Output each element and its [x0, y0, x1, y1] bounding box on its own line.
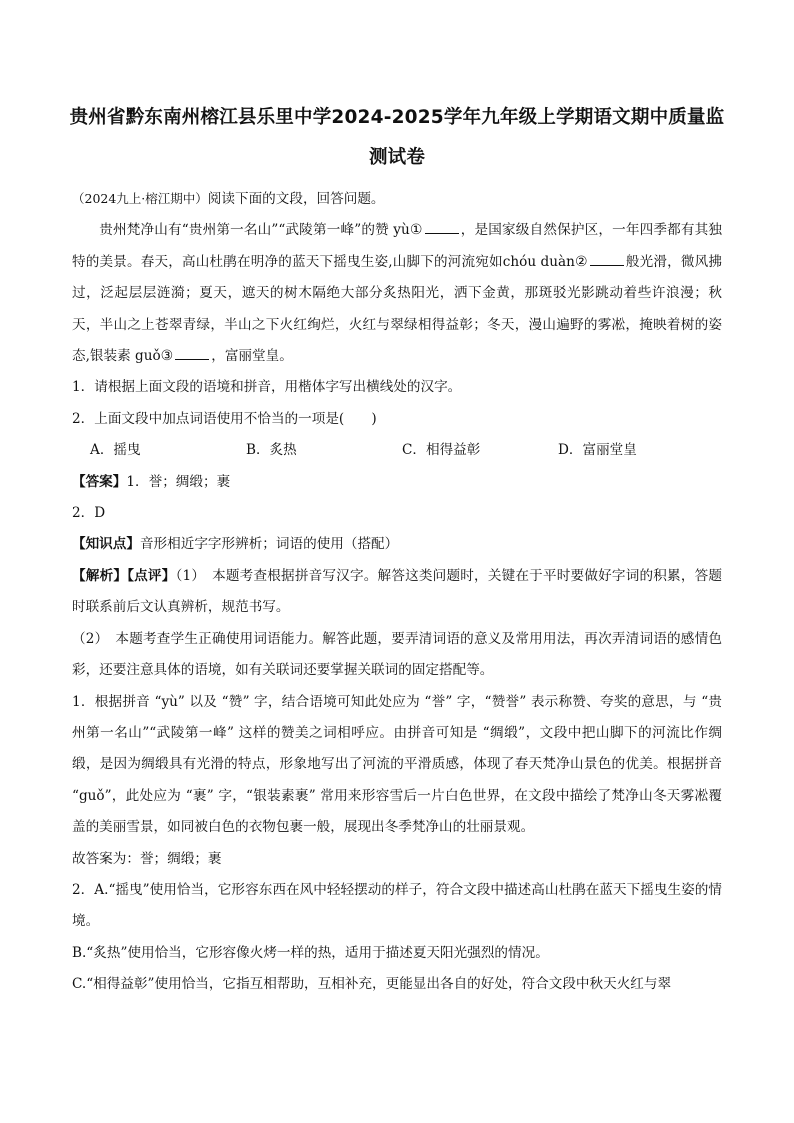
- analysis-text-2: （2） 本题考查学生正确使用词语能力。解答此题，要弄清词语的意义及常用用法，再次弄清词语的感情色彩，还要注意具体的语境，如有关联词还要掌握关联词的固定搭配等。: [72, 630, 722, 679]
- source-tag: （2024九上·榕江期中）: [72, 191, 208, 206]
- answer-blank-3: [175, 345, 209, 360]
- passage-text-1: 贵州梵净山有“贵州第一名山”“武陵第一峰”的赞 yù: [99, 222, 410, 239]
- answer-1: 1．誉；绸缎；裹: [126, 473, 231, 490]
- option-b: B．炙热: [246, 442, 297, 459]
- question-1: 1．请根据上面文段的语境和拼音，用楷体字写出横线处的汉字。: [72, 379, 462, 396]
- analysis-label: 【解析】【点评】: [72, 567, 176, 584]
- answer-line-1: [72, 467, 722, 498]
- analysis-text-7: C.“相得益彰”使用恰当，它指互相帮助，互相补充，更能显出各自的好处，符合文段中秋天火红与翠: [72, 976, 672, 993]
- reading-passage: [72, 215, 722, 372]
- passage-text-3: 般光滑，微风拂过，泛起层层涟漪；夏天，遮天的树木隔绝大部分炙热阳光，洒下金黄，那斑驳光影跳动着些许浪漫；秋天，半山之上苍翠青绿，半山之下火红绚烂，火红与翠绿相得益彰；冬天，漫山遍野的雾凇，掩映着树的姿态,银装素 guǒ: [72, 253, 723, 365]
- passage-text-4: ，富丽堂皇。: [211, 348, 293, 365]
- answer-blank-2: [590, 251, 624, 266]
- option-c: C．相得益彰: [402, 442, 481, 459]
- source-line: [72, 183, 722, 215]
- document-body: [72, 183, 722, 1001]
- title-line-1: 贵州省黔东南州榕江县乐里中学2024-2025学年九年级上学期语文期中质量监: [69, 107, 725, 128]
- knowledge-line: [72, 529, 722, 560]
- knowledge-text: 音形相近字字形辨析；词语的使用（搭配）: [139, 536, 399, 553]
- blank-number-1: ①: [409, 222, 423, 239]
- question-2-options: [72, 435, 722, 466]
- passage-text-2: ，是国家级自然保护区，一年四季都有其独特的美景。春天，高山杜鹃在明净的蓝天下摇曳生姿,山脚下的河流宛如chóu duàn: [72, 222, 722, 270]
- analysis-text-4: 故答案为：誉；绸缎；裹: [72, 850, 222, 867]
- title-line-2: 测试卷: [368, 147, 426, 168]
- analysis-text-5: 2．A.“摇曳”使用恰当，它形容东西在风中轻轻摆动的样子，符合文段中描述高山杜鹃在蓝天下摇曳生姿的情境。: [72, 881, 722, 930]
- blank-number-2: ②: [574, 253, 588, 270]
- analysis-text-6: B.“炙热”使用恰当，它形容像火烤一样的热，适用于描述夏天阳光强烈的情况。: [72, 944, 549, 961]
- analysis-line-1: [72, 561, 722, 624]
- question-2: 2．上面文段中加点词语使用不恰当的一项是( ): [72, 410, 377, 427]
- blank-number-3: ③: [160, 348, 174, 365]
- answer-label: 【答案】: [72, 473, 127, 490]
- analysis-text-3: 1．根据拼音 “yù” 以及 “赞” 字，结合语境可知此处应为 “誉” 字，“赞誉” 表示称赞、夸奖的意思，与 “贵州第一名山”“武陵第一峰” 这样的赞美之词相呼应。由拼音可知是 “绸缎”，文段中把山脚下的河流比作绸缎，是因为绸缎具有光滑的特点，形象地写出了河流的平滑质感，体现了春天梵净山景色的优美。根据拼音 “guǒ”，此处应为 “裹” 字，“银装素裹” 常用来形容雪后一片白色世界，在文段中描绘了梵净山冬天雾凇覆盖的美丽雪景，如同被白色的衣物包裹一般，展现出冬季梵净山的壮丽景观。: [72, 693, 722, 836]
- option-a: A．摇曳: [90, 442, 141, 459]
- option-d: D．富丽堂皇: [558, 442, 637, 459]
- source-instruction: 阅读下面的文段，回答问题。: [207, 191, 385, 207]
- analysis-text-1: （1） 本题考查根据拼音写汉字。解答这类问题时，关键在于平时要做好字词的积累，答题时联系前后文认真辨析，规范书写。: [72, 567, 723, 616]
- knowledge-label: 【知识点】: [72, 536, 140, 553]
- answer-blank-1: [425, 219, 459, 234]
- answer-2: 2．D: [72, 505, 106, 522]
- document-title: [60, 98, 734, 178]
